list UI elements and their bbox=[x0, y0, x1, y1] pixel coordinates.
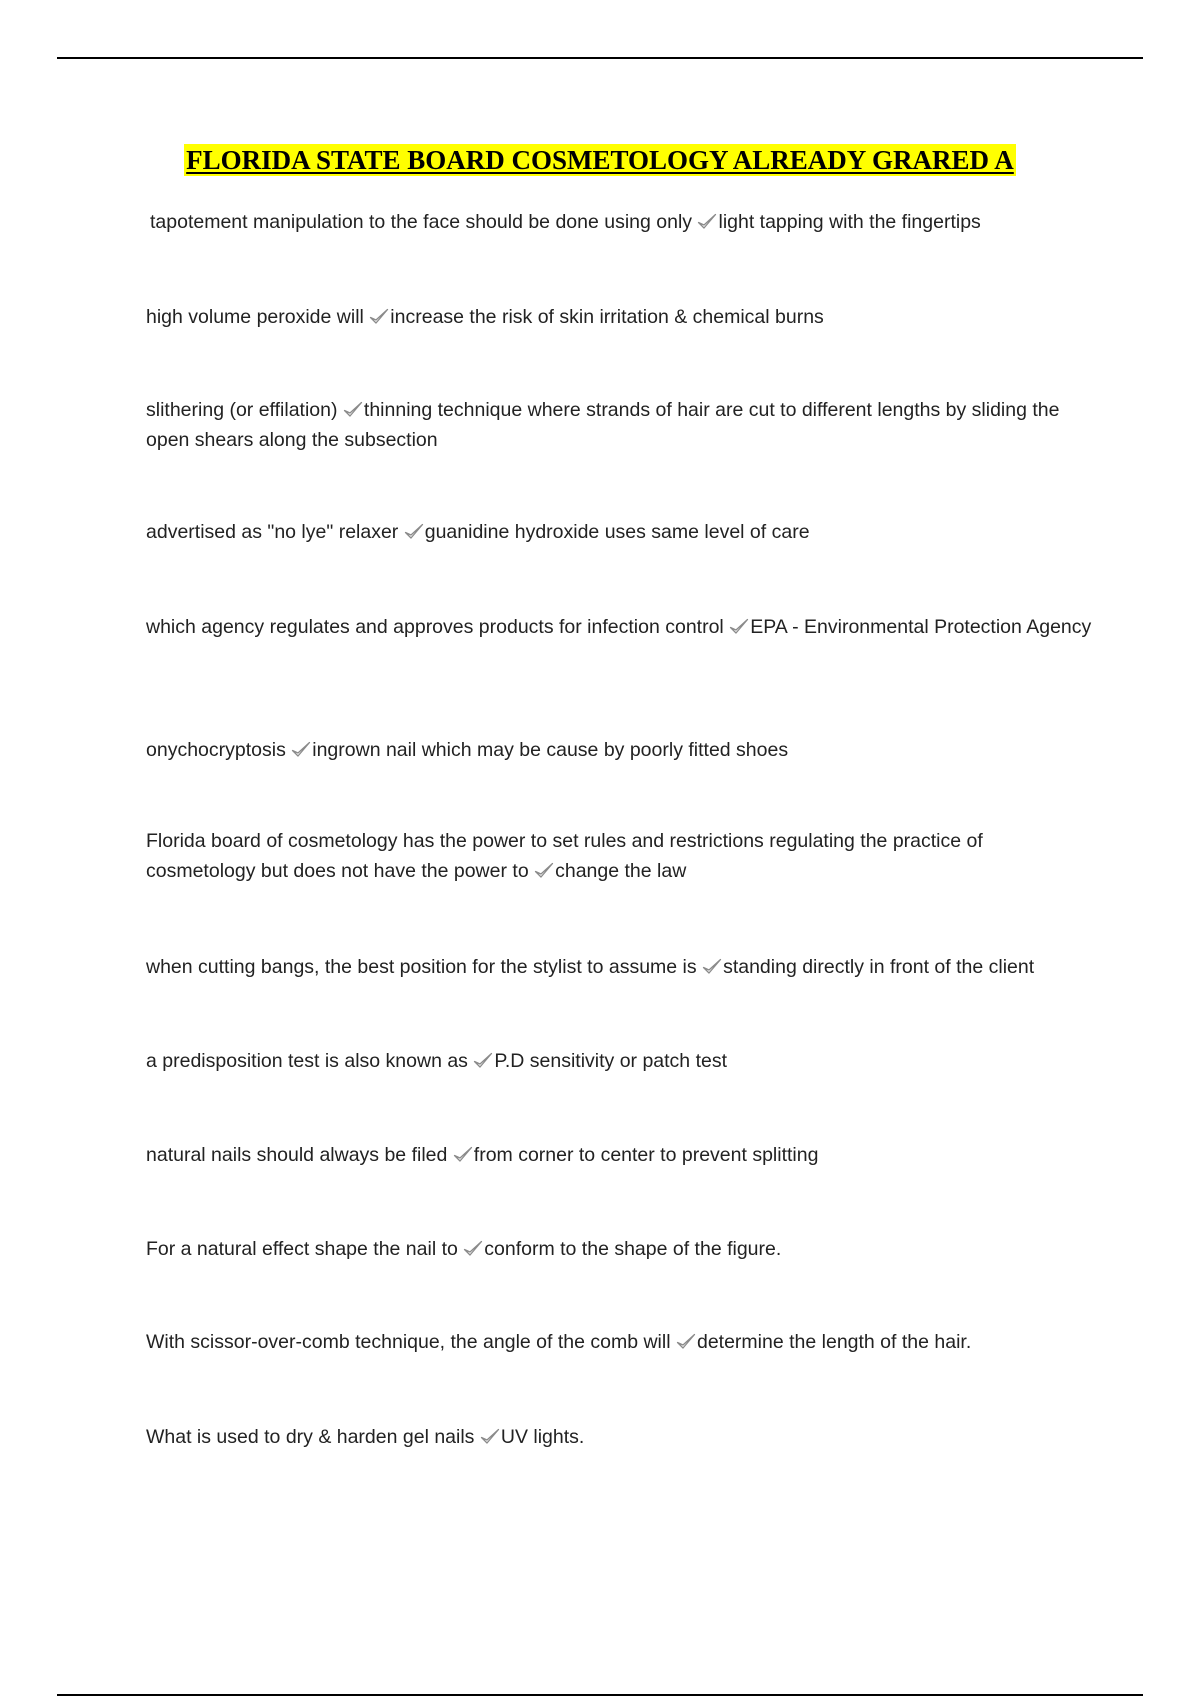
qa-item bbox=[146, 735, 1096, 765]
answer-text: conform to the shape of the figure. bbox=[484, 1238, 782, 1260]
question-text: slithering (or effilation) bbox=[146, 399, 338, 421]
question-text: For a natural effect shape the nail to bbox=[146, 1238, 458, 1260]
question-text: a predisposition test is also known as bbox=[146, 1050, 468, 1072]
qa-item bbox=[146, 302, 1096, 332]
qa-item bbox=[146, 826, 1046, 886]
check-icon bbox=[480, 1428, 500, 1445]
answer-text: P.D sensitivity or patch test bbox=[494, 1050, 728, 1072]
top-divider bbox=[57, 57, 1143, 59]
qa-item bbox=[146, 952, 1096, 982]
answer-text: change the law bbox=[555, 860, 687, 882]
qa-item bbox=[146, 1234, 1096, 1264]
question-text: What is used to dry & harden gel nails bbox=[146, 1426, 475, 1448]
check-icon bbox=[702, 958, 722, 975]
check-icon bbox=[291, 741, 311, 758]
check-icon bbox=[343, 401, 363, 418]
answer-text: standing directly in front of the client bbox=[723, 956, 1035, 978]
check-icon bbox=[729, 618, 749, 635]
check-icon bbox=[473, 1052, 493, 1069]
title-block bbox=[0, 144, 1200, 176]
question-text: tapotement manipulation to the face should be done using only bbox=[150, 211, 693, 233]
answer-text: EPA - Environmental Protection Agency bbox=[750, 616, 1092, 638]
check-icon bbox=[453, 1146, 473, 1163]
check-icon bbox=[697, 213, 717, 230]
question-text: when cutting bangs, the best position for the stylist to assume is bbox=[146, 956, 697, 978]
question-text: With scissor-over-comb technique, the angle of the comb will bbox=[146, 1331, 671, 1353]
qa-item bbox=[146, 517, 1096, 547]
question-text: which agency regulates and approves products for infection control bbox=[146, 616, 724, 638]
qa-item bbox=[146, 1422, 1096, 1452]
check-icon bbox=[463, 1240, 483, 1257]
question-text: high volume peroxide will bbox=[146, 306, 364, 328]
qa-item bbox=[146, 207, 1096, 237]
qa-item bbox=[146, 1046, 1096, 1076]
qa-item bbox=[146, 1140, 1096, 1170]
qa-item bbox=[146, 395, 1096, 455]
check-icon bbox=[676, 1333, 696, 1350]
question-text: natural nails should always be filed bbox=[146, 1144, 448, 1166]
answer-text: determine the length of the hair. bbox=[696, 1331, 972, 1353]
answer-text: thinning technique where strands of hair are cut to different lengths by sliding the open shears along the subsection bbox=[146, 399, 1060, 451]
answer-text: ingrown nail which may be cause by poorly fitted shoes bbox=[312, 739, 789, 761]
qa-item bbox=[146, 612, 1096, 642]
answer-text: from corner to center to prevent splitting bbox=[473, 1144, 819, 1166]
question-text: onychocryptosis bbox=[146, 739, 286, 761]
bottom-divider bbox=[57, 1694, 1143, 1696]
qa-item bbox=[146, 1327, 1096, 1357]
check-icon bbox=[369, 308, 389, 325]
document-title: FLORIDA STATE BOARD COSMETOLOGY ALREADY GRARED A bbox=[186, 145, 1014, 175]
answer-text: guanidine hydroxide uses same level of care bbox=[424, 521, 810, 543]
question-text: Florida board of cosmetology has the power to set rules and restrictions regulating the practice of cosmetology but does not have the power to bbox=[146, 830, 983, 882]
check-icon bbox=[404, 523, 424, 540]
answer-text: increase the risk of skin irritation & chemical burns bbox=[390, 306, 824, 328]
answer-text: light tapping with the fingertips bbox=[718, 211, 981, 233]
check-icon bbox=[534, 862, 554, 879]
question-text: advertised as "no lye" relaxer bbox=[146, 521, 399, 543]
answer-text: UV lights. bbox=[500, 1426, 585, 1448]
